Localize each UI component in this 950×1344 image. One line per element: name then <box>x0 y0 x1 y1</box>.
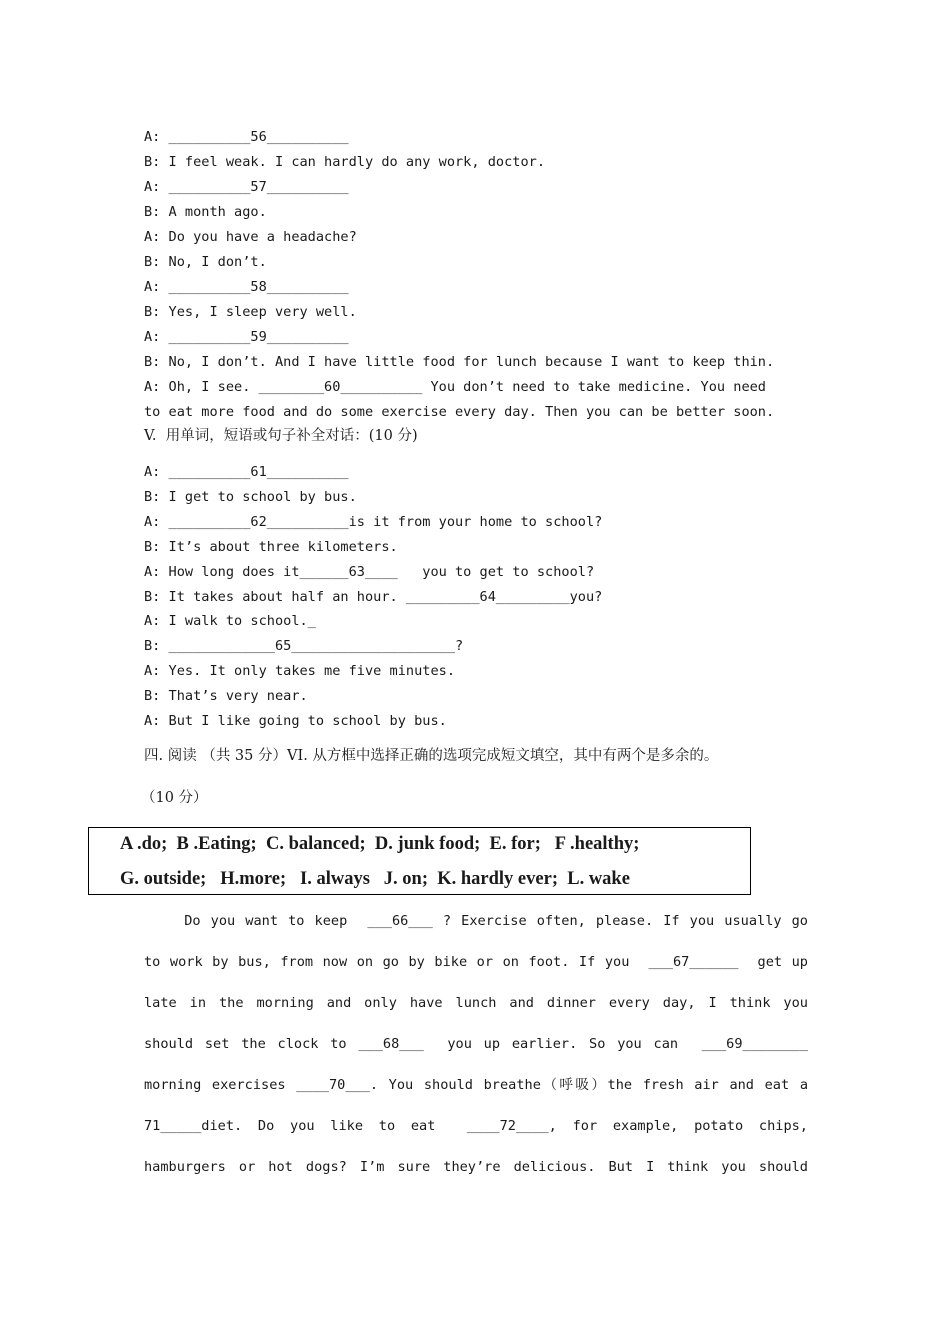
dialogue-line: B: It’s about three kilometers. <box>144 539 398 555</box>
dialogue-line: B: It takes about half an hour. _________64_________you? <box>144 589 603 605</box>
dialogue-line: A: Oh, I see. ________60__________ You don’t need to take medicine. You need <box>144 379 766 395</box>
dialogue-line: B: I feel weak. I can hardly do any work, doctor. <box>144 154 546 170</box>
section-points: （10 分） <box>141 790 208 806</box>
options-box <box>88 827 751 895</box>
dialogue-line: B: That’s very near. <box>144 688 308 704</box>
dialogue-line: A: How long does it______63____ you to get to school? <box>144 564 595 580</box>
passage-line: 71_____diet. Do you like to eat ____72____, for example, potato chips, <box>144 1118 808 1134</box>
section-title: V. 用单词，短语或句子补全对话：(10 分) <box>144 428 418 444</box>
dialogue-line: A: But I like going to school by bus. <box>144 713 447 729</box>
dialogue-line: B: _____________65____________________? <box>144 638 464 654</box>
dialogue-line: A: __________57__________ <box>144 179 349 195</box>
dialogue-line: A: Do you have a headache? <box>144 229 357 245</box>
section-title: 四. 阅读 （共 35 分）VI. 从方框中选择正确的选项完成短文填空，其中有两个是多余的。 <box>144 748 719 764</box>
dialogue-line: B: No, I don’t. And I have little food for lunch because I want to keep thin. <box>144 354 775 370</box>
options-row: G. outside; H.more; I. always J. on; K. hardly ever; L. wake <box>120 869 630 889</box>
options-row: A .do; B .Eating; C. balanced; D. junk food; E. for; F .healthy; <box>120 834 640 854</box>
dialogue-line: B: No, I don’t. <box>144 254 267 270</box>
passage-line: to work by bus, from now on go by bike or on foot. If you ___67______ get up <box>144 954 808 970</box>
dialogue-line: A: __________59__________ <box>144 329 349 345</box>
dialogue-line: B: A month ago. <box>144 204 267 220</box>
dialogue-line: A: I walk to school._ <box>144 613 316 629</box>
dialogue-line: B: I get to school by bus. <box>144 489 357 505</box>
dialogue-line: A: __________61__________ <box>144 464 349 480</box>
passage-line: Do you want to keep ___66___ ? Exercise often, please. If you usually go <box>144 913 808 929</box>
dialogue-line: A: __________56__________ <box>144 129 349 145</box>
passage-line: should set the clock to ___68___ you up earlier. So you can ___69________ <box>144 1036 808 1052</box>
dialogue-line: to eat more food and do some exercise every day. Then you can be better soon. <box>144 404 775 420</box>
dialogue-line: A: __________62__________is it from your home to school? <box>144 514 603 530</box>
dialogue-line: A: Yes. It only takes me five minutes. <box>144 663 455 679</box>
passage-line: hamburgers or hot dogs? I’m sure they’re delicious. But I think you should <box>144 1159 808 1175</box>
dialogue-line: B: Yes, I sleep very well. <box>144 304 357 320</box>
passage-line: late in the morning and only have lunch and dinner every day, I think you <box>144 995 808 1011</box>
dialogue-line: A: __________58__________ <box>144 279 349 295</box>
passage-line: morning exercises ____70___. You should breathe（呼吸）the fresh air and eat a <box>144 1077 808 1093</box>
